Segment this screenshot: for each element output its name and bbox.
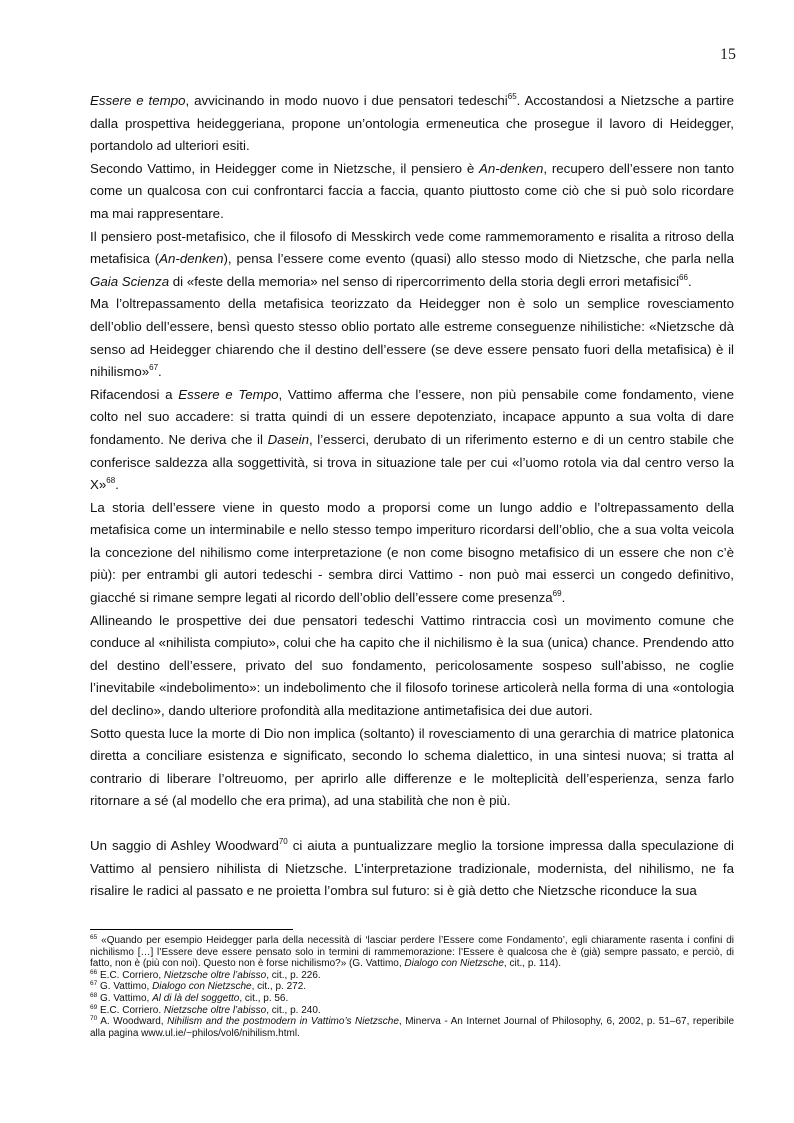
footnote-text: , Minerva - An Internet Journal of Philosophy, 6, 2002, p. 51–67, reperibile alla pagina www.ul.ie/~philos/vol6/nihilism.html. [90,1016,735,1039]
footnote-text: , cit., p. 226. [266,969,321,981]
term-italic: Dasein [267,431,309,447]
text-span: ), pensa l’essere come evento (quasi) allo stesso modo di Nietzsche, che parla nella [223,251,734,267]
footnote-text: , cit., p. 272. [251,981,307,993]
paragraph-7: Allineando le prospettive dei due pensatori tedeschi Vattimo rintraccia così un movimento comune che conduce al «nihilista compiuto», colui che ha capito che il nichilismo è la sua (unica) chance. Prendendo atto del destino dell’essere, privato del suo fondamento, pericolosamente sospeso sull’abisso, ne coglie l’inevitabile «indebolimento»: un indebolimento che il filosofo torinese articolerà nella forma di una «ontologia del declino», dando ulteriore profondità alla meditazione antimetafisica dei due autori. [90,612,734,719]
footnote-text: G. Vattimo, [97,981,153,993]
footnote-ref-69[interactable]: 69 [552,589,562,599]
text-span: , Vattimo afferma che l’essere, non più pensabile come fondamento, viene colto nel suo accadere: si tratta quindi di un essere depotenziato, incapace appunto a sua volta di dare fondamento. Ne deriva che il [90,386,734,447]
footnote-text: G. Vattimo, [97,992,153,1004]
work-title: Essere e tempo [90,93,186,108]
paragraph-4 [90,293,734,383]
footnote-text: E.C. Corriero, [97,969,164,981]
text-span: , recupero dell’essere non tanto come un qualcosa con cui confrontarci faccia a faccia, quanto piuttosto come ciò che si può solo ricordare ma mai rappresentare. [90,160,734,221]
paragraph-5 [90,384,734,497]
footnote-number: 65 [90,934,98,941]
footnote-65 [90,935,734,970]
footnote-text: , cit., p. 56. [239,992,289,1004]
text-span: Il pensiero post-metafisico, che il filosofo di Messkirch vede come rammemoramento e risalita a ritroso della metafisica ( [90,228,734,267]
footnote-text: A. Woodward, [97,1016,168,1028]
footnote-ref-70[interactable]: 70 [278,837,288,846]
footnote-70 [90,1016,734,1039]
paragraph-9 [90,835,734,903]
term-italic: An-denken [159,251,224,267]
footnote-number: 70 [90,1015,98,1023]
paragraph-2 [90,158,734,226]
footnote-ref-68[interactable]: 68 [106,476,116,486]
text-span: . [158,364,162,380]
footnote-divider [90,929,293,930]
text-span: . [687,273,692,289]
footnote-text: E.C. Corriero. [97,1004,164,1016]
paragraph-1 [90,90,734,158]
work-title: Gaia Scienza [90,273,170,289]
footnote-ref-66[interactable]: 66 [679,272,688,282]
text-span: . Accostandosi a Nietzsche a partire dalla prospettiva heideggeriana, propone un’ontologia ermeneutica che prosegue il lavoro di Heidegger, portandolo ad ulteriori esiti. [90,93,734,154]
text-span: Rifacendosi a [90,386,179,402]
work-title: Dialogo con Nietzsche [152,981,252,993]
text-span: Secondo Vattimo, in Heidegger come in Nietzsche, il pensiero è [90,160,480,176]
page-number: 15 [720,46,736,63]
text-span: ci aiuta a puntualizzare meglio la torsione impressa dalla speculazione di Vattimo al pensiero nihilista di Nietzsche. L’interpretazione tradizionale, modernista, del nihilismo, ne fa risalire le radici al passato e ne proietta l’ombra sul futuro: si è già detto che Nietzsche riconduce la sua [90,838,734,899]
footnote-text: «Quando per esempio Heidegger parla della necessità di ‘lasciar perdere l’Essere come Fondamento’, egli chiaramente rasenta i confini di nichilismo […] l’Essere deve essere pensato solo in termini di rammemorazione: l’Essere è qualcosa che è (già) sempre passato, e perciò, di fatto, non è (più con noi). Questo non è forse nichilismo?» (G. Vattimo, [90,935,734,970]
footnote-66 [90,970,734,982]
footnote-67 [90,981,734,993]
text-span: Un saggio di Ashley Woodward [90,838,279,853]
text-span: Ma l’oltrepassamento della metafisica teorizzato da Heidegger non è solo un semplice rovesciamento dell’oblio dell’essere, bensì questo stesso oblio portato alle estreme conseguenze nihilistiche: «Nietzsche dà senso ad Heidegger chiarendo che il destino dell’essere (se deve essere pensato fuori della metafisica) è il nihilismo» [90,296,734,380]
footnote-number: 68 [90,991,98,999]
footnotes [90,935,734,1039]
paragraph-8: Sotto questa luce la morte di Dio non implica (soltanto) il rovesciamento di una gerarchia di matrice platonica diretta a conciliare esistenza e significato, secondo lo schema dialettico, in una sintesi nuova; si tratta al contrario di liberare l’oltreuomo, per aprirlo alle differenze e le molteplicità dell’esperienza, senza farlo ritornare a sé (al modello che era prima), ad una stabilità che non è più. [90,725,734,809]
footnote-number: 67 [90,980,98,988]
footnote-ref-65[interactable]: 65 [507,92,517,101]
paragraph-6 [90,497,734,610]
footnote-text: , cit., p. 240. [266,1004,321,1016]
work-title: Nietzsche oltre l’abisso [163,1004,267,1016]
paragraph-3 [90,226,734,294]
footnote-text: , cit., p. 114). [503,958,561,970]
text-span: , avvicinando in modo nuovo i due pensatori tedeschi [185,93,508,108]
text-span: . [561,590,566,606]
text-span: . [115,477,119,493]
footnote-number: 69 [90,1003,98,1011]
term-italic: An-denken [479,160,544,176]
text-span: di «feste della memoria» nel senso di ripercorrimento della storia degli errori metafisici [169,273,680,289]
work-title: Essere e Tempo [178,386,279,402]
work-title: Nietzsche oltre l’abisso [163,969,267,981]
work-title: Dialogo con Nietzsche [404,958,504,970]
footnote-number: 66 [90,968,98,976]
footnote-69 [90,1005,734,1017]
body-text [90,90,734,903]
footnote-ref-67[interactable]: 67 [149,363,159,373]
text-span: La storia dell’essere viene in questo modo a proporsi come un lungo addio e l’oltrepassamento della metafisica come un interminabile e nello stesso tempo imperituro ricordarsi dell’oblio, che a sua volta veicola la concezione del nihilismo come interpretazione (e non come bisogno metafisico di un essere che non c’è più): per entrambi gli autori tedeschi - sembra dirci Vattimo - non può mai esserci un congedo definitivo, giacché si rimane sempre legati al ricordo dell’oblio dell’essere come presenza [90,499,734,606]
footnote-68 [90,993,734,1005]
work-title: Al di là del soggetto [152,992,240,1004]
text-span: , l’esserci, derubato di un riferimento esterno e di un centro stabile che conferisce saldezza alla soggettività, si trova in situazione tale per cui «l’uomo rotola via dal centro verso la X» [90,431,734,493]
work-title: Nihilism and the postmodern in Vattimo’s Nietzsche [167,1016,399,1028]
